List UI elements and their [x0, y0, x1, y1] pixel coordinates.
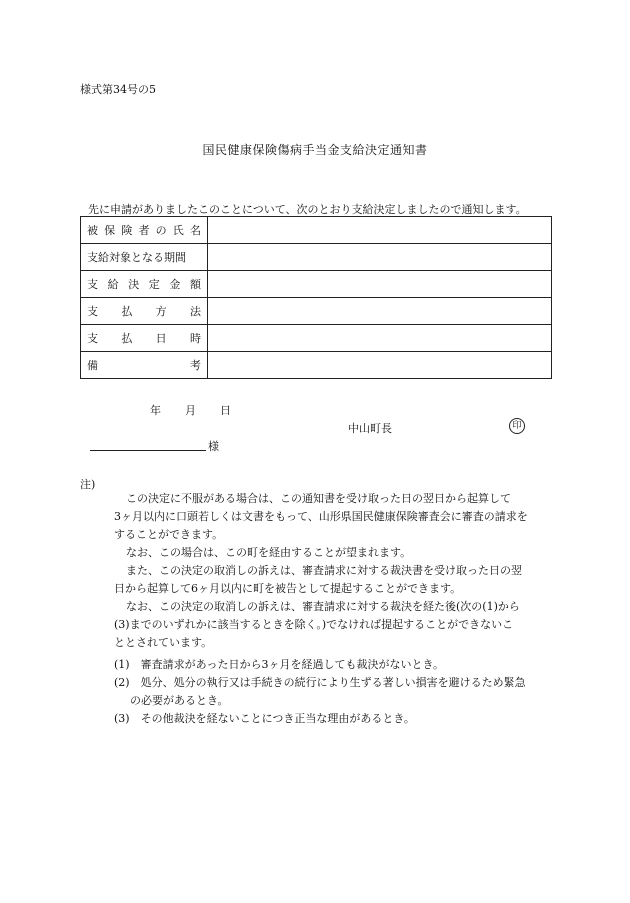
- label-char: の: [155, 224, 167, 237]
- year-label: 年: [150, 404, 161, 417]
- day-label: 日: [220, 404, 231, 417]
- label-char: 日: [155, 332, 167, 345]
- table-row: [81, 244, 552, 271]
- note-line: (3)までのいずれかに該当するときを除く。)でなければ提起することができないこ: [114, 618, 514, 631]
- note-line: 3ヶ月以内に口頭若しくは文書をもって、山形県国民健康保険審査会に審査の請求を: [114, 510, 528, 523]
- label-char: 決: [128, 278, 140, 291]
- note-item-2: (2) 処分、処分の執行又は手続きの続行により生ずる著しい損害を避けるため緊急: [114, 676, 526, 689]
- label-char: 金: [169, 278, 181, 291]
- seal-mark: 印: [509, 418, 525, 434]
- label-char: 険: [121, 224, 133, 237]
- label-char: 法: [189, 305, 201, 318]
- label-char: 額: [189, 278, 201, 291]
- insured-name-label: [81, 217, 208, 244]
- label-char: 払: [121, 305, 133, 318]
- label-char: 支: [87, 305, 98, 318]
- label-char: 被: [87, 224, 98, 237]
- table-row: [81, 325, 552, 352]
- note-line: この決定に不服がある場合は、この通知書を受け取った日の翌日から起算して: [126, 492, 511, 505]
- label-char: 定: [148, 278, 160, 291]
- addressee-suffix: 様: [208, 440, 219, 453]
- label-char: 保: [104, 224, 116, 237]
- label-char: 名: [189, 224, 201, 237]
- payment-period-value: [208, 244, 552, 271]
- notes-heading: 注): [80, 478, 96, 491]
- label-char: 備: [87, 359, 98, 372]
- label-char: 者: [138, 224, 150, 237]
- date-line: [150, 402, 231, 418]
- addressee-name-line: [90, 450, 206, 451]
- label-char: 方: [155, 305, 167, 318]
- remarks-value: [208, 352, 552, 379]
- note-line: ととされています。: [114, 636, 213, 649]
- table-row: [81, 217, 552, 244]
- label-char: 支: [87, 278, 98, 291]
- label-char: 支給対象となる期間: [87, 251, 186, 264]
- decided-amount-value: [208, 271, 552, 298]
- label-char: 氏: [172, 224, 184, 237]
- form-number: 様式第34号の5: [80, 83, 156, 96]
- note-item-2-cont: の必要があるとき。: [130, 694, 229, 707]
- table-row: [81, 352, 552, 379]
- note-line: なお、この場合は、この町を経由することが望まれます。: [126, 546, 412, 559]
- month-label: 月: [185, 404, 196, 417]
- note-line: また、この決定の取消しの訴えは、審査請求に対する裁決書を受け取った日の翌: [126, 564, 522, 577]
- intro-text: 先に申請がありましたこのことについて、次のとおり支給決定しましたので通知します。: [88, 203, 527, 216]
- note-item-1: (1) 審査請求があった日から3ヶ月を経過しても裁決がないとき。: [114, 658, 445, 671]
- issuer-name: 中山町長: [348, 422, 392, 435]
- label-char: 考: [190, 359, 201, 372]
- payment-date-value: [208, 325, 552, 352]
- decision-info-table: [80, 216, 552, 379]
- note-line: することができます。: [114, 528, 224, 541]
- table-row: [81, 271, 552, 298]
- payment-period-label: [81, 244, 208, 271]
- note-item-3: (3) その他裁決を経ないことにつき正当な理由があるとき。: [114, 712, 415, 725]
- document-title: 国民健康保険傷病手当金支給決定通知書: [202, 143, 428, 157]
- note-line: 日から起算して6ヶ月以内に町を被告として提起することができます。: [114, 582, 462, 595]
- label-char: 給: [107, 278, 119, 291]
- payment-method-value: [208, 298, 552, 325]
- remarks-label: [81, 352, 208, 379]
- payment-method-label: [81, 298, 208, 325]
- table-row: [81, 298, 552, 325]
- label-char: 支: [87, 332, 98, 345]
- insured-name-value: [208, 217, 552, 244]
- label-char: 時: [189, 332, 201, 345]
- label-char: 払: [121, 332, 133, 345]
- payment-date-label: [81, 325, 208, 352]
- note-line: なお、この決定の取消しの訴えは、審査請求に対する裁決を経た後(次の(1)から: [126, 600, 520, 613]
- decided-amount-label: [81, 271, 208, 298]
